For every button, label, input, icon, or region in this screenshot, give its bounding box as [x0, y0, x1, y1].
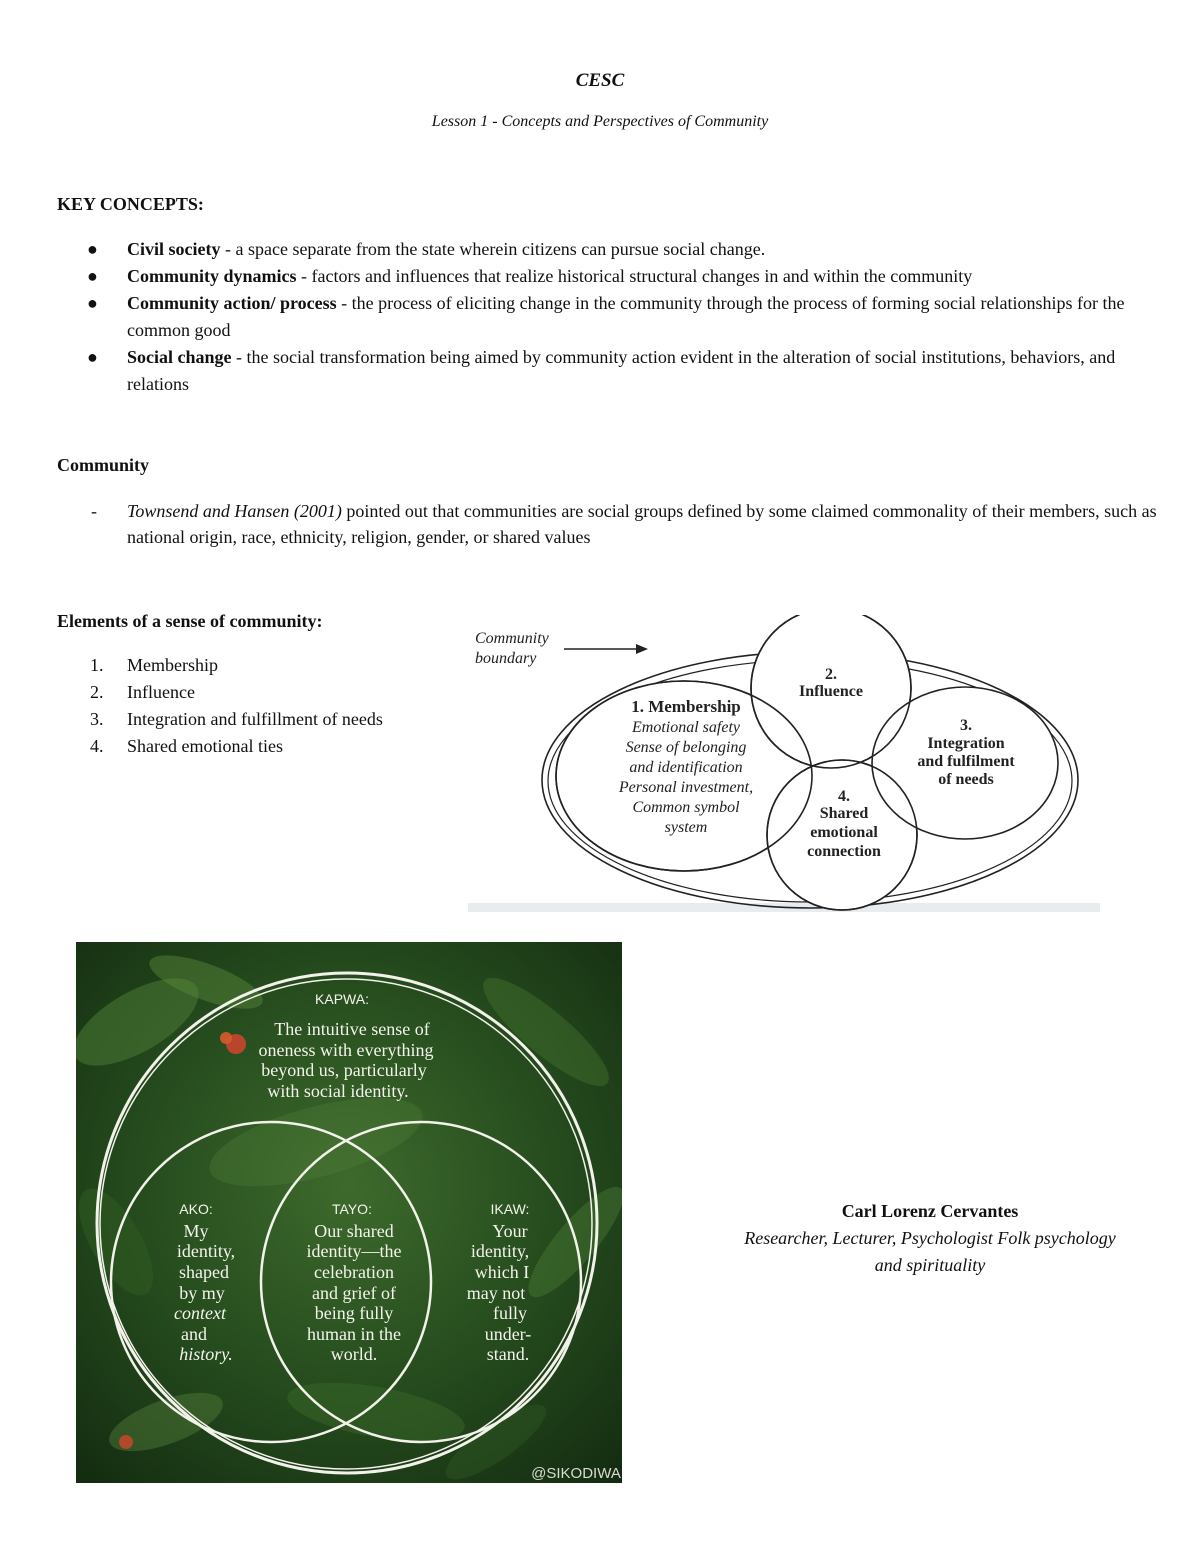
list-item	[57, 290, 1157, 344]
elements-heading: Elements of a sense of community:	[57, 611, 323, 631]
ako-title: AKO:	[179, 1201, 213, 1217]
ikaw-line: may not	[466, 1283, 526, 1303]
author-role: Researcher, Lecturer, Psychologist Folk psychology and spirituality	[744, 1228, 1116, 1275]
ako-line: shaped	[179, 1262, 229, 1282]
influence-label: Influence	[799, 683, 863, 700]
kapwa-line: The intuitive sense of	[274, 1019, 430, 1039]
tayo-line: world.	[330, 1344, 378, 1364]
ikaw-line: fully	[493, 1303, 527, 1323]
item-number: 1.	[90, 655, 104, 675]
key-concepts-list	[57, 236, 1157, 398]
ako-line: context	[174, 1303, 226, 1323]
concept-definition: - the social transformation being aimed by community action evident in the alteration of social institutions, behaviors, and relations	[127, 347, 1116, 394]
kapwa-line: beyond us, particularly	[261, 1060, 427, 1080]
concept-definition: - a space separate from the state wherein citizens can pursue social change.	[220, 239, 766, 259]
shared-line: Shared	[819, 805, 869, 822]
community-heading: Community	[57, 455, 150, 475]
list-item	[57, 706, 383, 733]
bullet-icon: ●	[87, 266, 98, 286]
kapwa-image	[76, 942, 622, 1483]
bullet-icon: ●	[87, 293, 98, 313]
list-item	[57, 652, 383, 679]
kapwa-line: with social identity.	[267, 1081, 409, 1101]
author-name: Carl Lorenz Cervantes	[841, 1201, 1019, 1221]
tayo-line: Our shared	[314, 1221, 394, 1241]
item-number: 2.	[90, 682, 104, 702]
lesson-subtitle: Lesson 1 - Concepts and Perspectives of Community	[431, 113, 769, 130]
membership-line: Emotional safety	[632, 719, 740, 736]
list-item	[57, 236, 1157, 263]
item-label: Shared emotional ties	[127, 736, 283, 756]
membership-title: 1. Membership	[631, 697, 741, 716]
list-item	[57, 733, 383, 760]
author-block	[740, 1198, 1120, 1279]
integration-line: of needs	[938, 771, 994, 788]
boundary-label-line-2: boundary	[475, 650, 537, 667]
citation: Townsend and Hansen (2001)	[127, 501, 342, 521]
shared-number: 4.	[838, 788, 850, 805]
item-number: 3.	[90, 709, 104, 729]
document-title: CESC	[575, 70, 625, 91]
ikaw-title: IKAW:	[490, 1201, 530, 1217]
ikaw-line: under-	[484, 1324, 532, 1344]
concept-term: Social change	[127, 347, 232, 367]
tayo-line: identity—the	[306, 1241, 402, 1261]
tayo-line: human in the	[307, 1324, 401, 1344]
membership-line: system	[664, 819, 708, 836]
influence-number: 2.	[825, 666, 837, 683]
concept-term: Community dynamics	[127, 266, 297, 286]
tayo-title: TAYO:	[332, 1201, 372, 1217]
concept-definition: - the process of eliciting change in the community through the process of forming social relationships for the common good	[127, 293, 1125, 340]
ikaw-line: Your	[492, 1221, 528, 1241]
ako-line: and	[181, 1324, 207, 1344]
ako-line: My	[183, 1221, 209, 1241]
concept-term: Civil society	[127, 239, 221, 259]
shared-line: emotional	[810, 824, 878, 841]
ako-line: by my	[179, 1283, 225, 1303]
list-item	[57, 263, 1157, 290]
membership-line: Common symbol	[632, 799, 740, 816]
bullet-icon: ●	[87, 347, 98, 367]
ikaw-line: which I	[474, 1262, 530, 1282]
sense-of-community-diagram	[468, 615, 1100, 912]
item-label: Membership	[127, 655, 218, 675]
community-text: pointed out that communities are social groups defined by some claimed commonality of their members, such as national origin, race, ethnicity, religion, gender, or shared values	[127, 501, 1157, 547]
kapwa-title: KAPWA:	[315, 991, 369, 1007]
ako-line: history.	[179, 1344, 233, 1364]
item-label: Influence	[127, 682, 195, 702]
key-concepts-heading: KEY CONCEPTS:	[57, 194, 204, 214]
elements-list	[57, 652, 383, 760]
integration-number: 3.	[960, 717, 972, 734]
tayo-line: and grief of	[312, 1283, 396, 1303]
image-credit: @SIKODIWA	[531, 1465, 621, 1482]
membership-line: Personal investment,	[618, 779, 754, 796]
tayo-line: being fully	[314, 1303, 394, 1323]
item-label: Integration and fulfillment of needs	[127, 709, 383, 729]
integration-line: and fulfilment	[917, 753, 1015, 770]
community-definition	[57, 498, 1157, 550]
concept-definition: - factors and influences that realize historical structural changes in and within the community	[296, 266, 973, 286]
item-number: 4.	[90, 736, 104, 756]
boundary-label-line-1: Community	[475, 630, 549, 647]
membership-line: Sense of belonging	[625, 739, 747, 756]
bullet-icon: ●	[87, 239, 98, 259]
integration-line: Integration	[927, 735, 1005, 752]
tayo-line: celebration	[314, 1262, 394, 1282]
ikaw-line: stand.	[486, 1344, 530, 1364]
list-item	[57, 679, 383, 706]
ikaw-line: identity,	[470, 1241, 530, 1261]
membership-line: and identification	[629, 759, 743, 776]
list-item	[57, 344, 1157, 398]
ako-line: identity,	[176, 1241, 236, 1261]
dash-bullet: -	[91, 501, 97, 521]
kapwa-line: oneness with everything	[258, 1040, 434, 1060]
shared-line: connection	[807, 843, 881, 860]
concept-term: Community action/ process	[127, 293, 337, 313]
